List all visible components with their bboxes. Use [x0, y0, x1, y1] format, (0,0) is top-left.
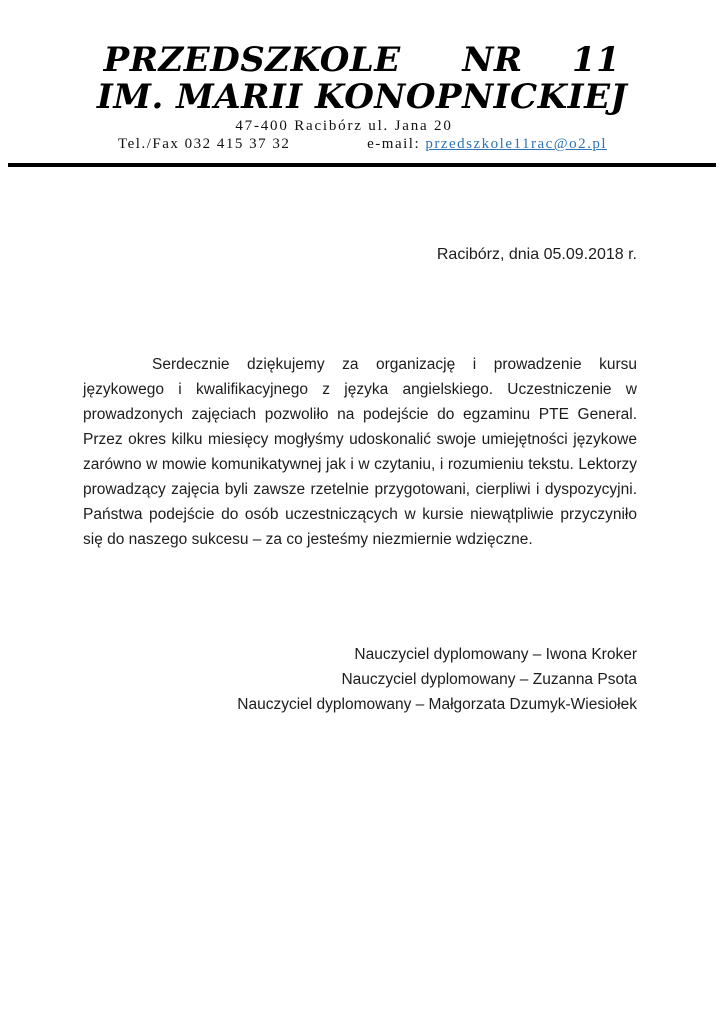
- school-name-line1: PRZEDSZKOLE NR 11: [103, 40, 621, 80]
- header-divider: [8, 163, 716, 167]
- email-wrap: [367, 136, 607, 153]
- signature-block: [83, 642, 637, 717]
- email-link[interactable]: przedszkole11rac@o2.pl: [425, 136, 607, 152]
- contact-row: [118, 136, 607, 153]
- phone-fax: Tel./Fax 032 415 37 32: [118, 136, 291, 152]
- signature-line: Nauczyciel dyplomowany – Zuzanna Psota: [341, 670, 637, 688]
- signature-line: Nauczyciel dyplomowany – Małgorzata Dzumyk-Wiesiołek: [237, 695, 637, 713]
- email-label: e-mail:: [367, 136, 426, 152]
- school-name-line2: IM. MARII KONOPNICKIEJ: [96, 77, 628, 117]
- letter-content: [83, 244, 637, 717]
- signature-line: Nauczyciel dyplomowany – Iwona Kroker: [354, 645, 637, 663]
- date-line: Racibórz, dnia 05.09.2018 r.: [436, 245, 637, 263]
- letterhead: [0, 0, 724, 167]
- letter-body: Serdecznie dziękujemy za organizację i prowadzenie kursu językowego i kwalifikacyjnego z języka angielskiego. Uczestniczenie w prowadzonych zajęciach pozwoliło na podejście do egzaminu PTE General. Przez okres kilku miesięcy mogłyśmy udoskonalić swoje umiejętności językowe zarówno w mowie komunikatywnej jak i w czytaniu, i rozumieniu tekstu. Lektorzy prowadzący zajęcia byli zawsze rzetelnie przygotowani, cierpliwi i dyspozycyjni. Państwa podejście do osób uczestniczących w kursie niewątpliwie przyczyniło się do naszego sukcesu – za co jesteśmy niezmiernie wdzięczne.: [83, 355, 637, 548]
- school-address: 47-400 Racibórz ul. Jana 20: [235, 118, 453, 134]
